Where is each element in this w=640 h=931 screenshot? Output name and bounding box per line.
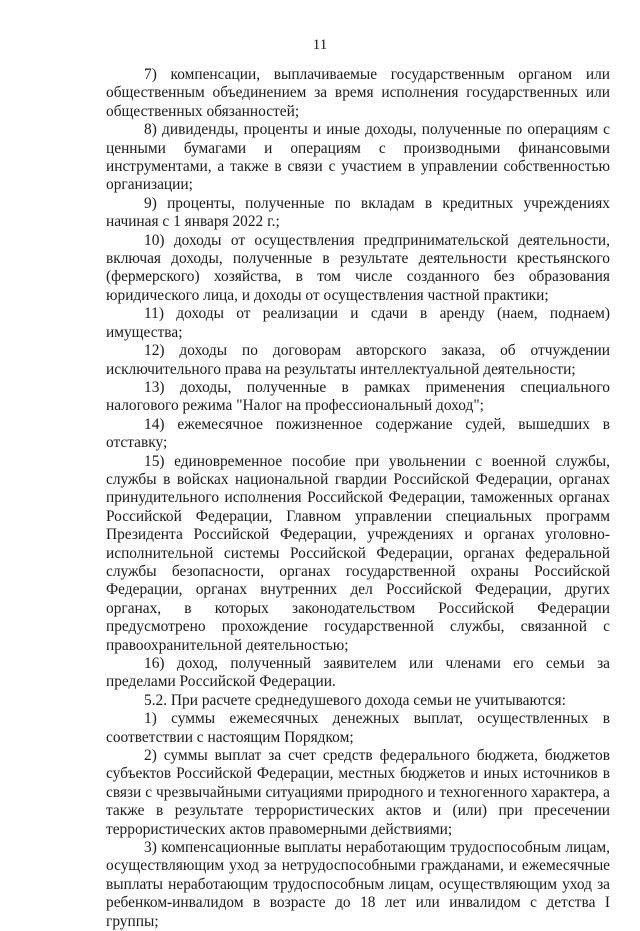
paragraph-item-10: 10) доходы от осуществления предпринимательской деятельности, включая доходы, полученные в результате деятельности крестьянского (фермерского) хозяйства, в том числе созданного без образования юридического лица, и доходы от осуществления частной практики; xyxy=(106,231,610,304)
paragraph-item-15: 15) единовременное пособие при увольнении с военной службы, службы в войсках национальной гвардии Российской Федерации, органах принудительного исполнения Российской Федерации, таможенных органах Российской Федерации, Главном управлении специальных программ Президента Российской Федерации, учреждениях и органах уголовно-исполнительной системы Российской Федерации, органах федеральной службы безопасности, органах государственной охраны Российской Федерации, органах внутренних дел Российской Федерации, других органах, в которых законодательством Российской Федерации предусмотрено прохождение государственной службы, связанной с правоохранительной деятельностью; xyxy=(106,452,610,654)
document-body xyxy=(106,66,610,931)
paragraph-exclusion-1: 1) суммы ежемесячных денежных выплат, осуществленных в соответствии с настоящим Порядком; xyxy=(106,710,610,746)
paragraph-exclusion-3: 3) компенсационные выплаты неработающим трудоспособным лицам, осуществляющим уход за нетрудоспособными гражданами, и ежемесячные выплаты неработающим трудоспособным лицам, осуществляющим уход за ребенком-инвалидом в возрасте до 18 лет или инвалидом с детства I группы; xyxy=(106,839,610,930)
paragraph-item-14: 14) ежемесячное пожизненное содержание судей, вышедших в отставку; xyxy=(106,415,610,452)
paragraph-item-11: 11) доходы от реализации и сдачи в аренду (наем, поднаем) имущества; xyxy=(106,305,610,341)
paragraph-item-16: 16) доход, полученный заявителем или членами его семьи за пределами Российской Федерации. xyxy=(106,655,610,691)
paragraph-exclusion-2: 2) суммы выплат за счет средств федерального бюджета, бюджетов субъектов Российской Федерации, местных бюджетов и иных источников в связи с чрезвычайными ситуациями природного и техногенного характера, а также в результате террористических актов и (или) при пресечении террористических актов правомерными действиями; xyxy=(106,747,610,838)
paragraph-item-7: 7) компенсации, выплачиваемые государственным органом или общественным объединением за время исполнения государственных или общественных обязанностей; xyxy=(106,66,610,120)
section-heading-5-2: 5.2. При расчете среднедушевого дохода семьи не учитываются: xyxy=(144,691,566,709)
paragraph-item-12: 12) доходы по договорам авторского заказа, об отчуждении исключительного права на результаты интеллектуальной деятельности; xyxy=(106,342,610,378)
page-number: 11 xyxy=(312,37,328,53)
paragraph-item-9: 9) проценты, полученные по вкладам в кредитных учреждениях начиная с 1 января 2022 г.; xyxy=(106,194,610,231)
paragraph-item-8: 8) дивиденды, проценты и иные доходы, полученные по операциям с ценными бумагами и операциям с производными финансовыми инструментами, а также в связи с участием в управлении собственностью организации; xyxy=(106,121,610,194)
paragraph-item-13: 13) доходы, полученные в рамках применения специального налогового режима "Налог на профессиональный доход"; xyxy=(106,378,610,415)
